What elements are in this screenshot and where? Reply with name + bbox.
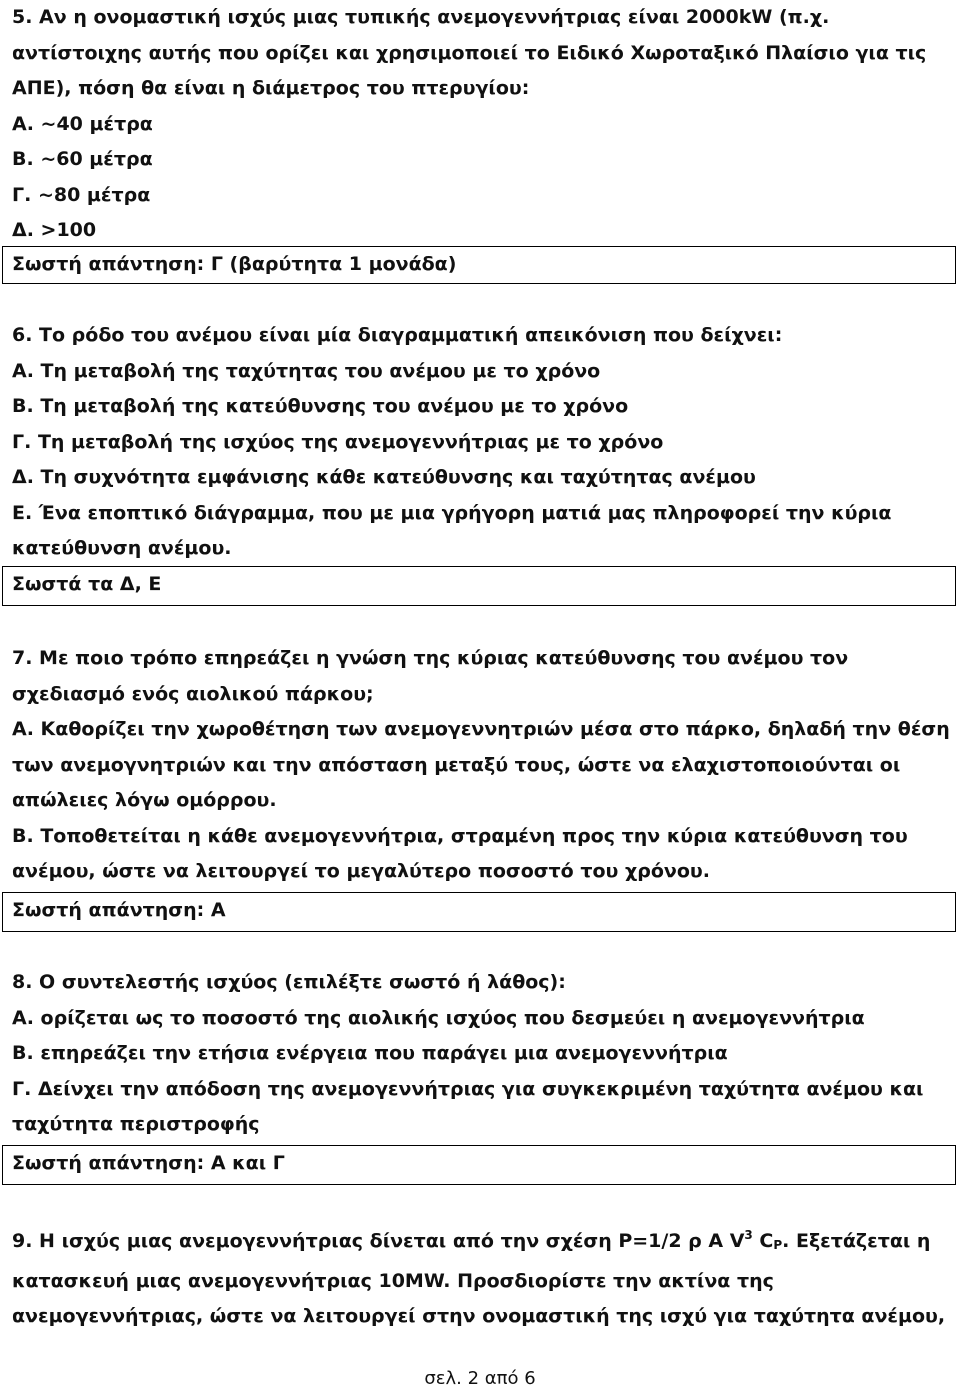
question-6-option: κατεύθυνση ανέμου. bbox=[12, 537, 232, 559]
question-5-option: Δ. >100 bbox=[12, 219, 97, 241]
question-9-line: κατασκευή μιας ανεμογεννήτριας 10MW. Προσδιορίστε την ακτίνα της bbox=[12, 1269, 774, 1292]
question-9-formula-text: 9. Η ισχύς μιας ανεμογεννήτριας δίνεται από την σχέση P=1/2 ρ A V bbox=[12, 1230, 745, 1252]
question-8-option: ταχύτητα περιστροφής bbox=[12, 1113, 260, 1135]
exponent: 3 bbox=[744, 1228, 753, 1242]
question-5-option: Α. ~40 μέτρα bbox=[12, 112, 153, 135]
question-5-option: Γ. ~80 μέτρα bbox=[12, 183, 151, 206]
question-8-option: Β. επηρεάζει την ετήσια ενέργεια που παράγει μια ανεμογεννήτρια bbox=[12, 1042, 728, 1064]
question-8-answer: Σωστή απάντηση: Α και Γ bbox=[2, 1145, 956, 1185]
question-5-line: ΑΠΕ), πόση θα είναι η διάμετρος του πτερυγίου: bbox=[12, 77, 530, 99]
question-6-option: Α. Τη μεταβολή της ταχύτητας του ανέμου με το χρόνο bbox=[12, 359, 601, 382]
question-7-option: Β. Τοποθετείται η κάθε ανεμογεννήτρια, στραμένη προς την κύρια κατεύθυνση του bbox=[12, 824, 908, 847]
question-9 bbox=[12, 1218, 948, 1335]
subscript: P bbox=[773, 1238, 783, 1252]
question-7-line: σχεδιασμό ενός αιολικού πάρκου; bbox=[12, 682, 374, 705]
question-7-option: ανέμου, ώστε να λειτουργεί το μεγαλύτερο ποσοστό του χρόνου. bbox=[12, 860, 710, 882]
page-number: σελ. 2 από 6 bbox=[424, 1368, 536, 1389]
question-6-option: Β. Τη μεταβολή της κατεύθυνσης του ανέμου με το χρόνο bbox=[12, 395, 629, 417]
question-7-line: 7. Με ποιο τρόπο επηρεάζει η γνώση της κύριας κατεύθυνσης του ανέμου τον bbox=[12, 647, 849, 669]
question-6-option: Γ. Τη μεταβολή της ισχύος της ανεμογεννήτριας με το χρόνο bbox=[12, 430, 664, 453]
question-6 bbox=[12, 318, 948, 567]
question-7 bbox=[12, 641, 948, 890]
question-5 bbox=[12, 0, 948, 249]
question-6-option: Δ. Τη συχνότητα εμφάνισης κάθε κατεύθυνσης και ταχύτητας ανέμου bbox=[12, 466, 756, 488]
question-8-option: Α. ορίζεται ως το ποσοστό της αιολικής ισχύος που δεσμεύει η ανεμογεννήτρια bbox=[12, 1006, 865, 1029]
question-6-option: Ε. Ένα εποπτικό διάγραμμα, που με μια γρήγορη ματιά μας πληροφορεί την κύρια bbox=[12, 501, 892, 524]
question-5-option: Β. ~60 μέτρα bbox=[12, 148, 153, 170]
question-5-answer: Σωστή απάντηση: Γ (βαρύτητα 1 μονάδα) bbox=[2, 246, 956, 284]
question-9-line: ανεμογεννήτριας, ώστε να λειτουργεί στην ονομαστική της ισχύ για ταχύτητα ανέμου, bbox=[12, 1305, 946, 1327]
question-7-answer: Σωστή απάντηση: Α bbox=[2, 892, 956, 932]
question-7-option: των ανεμογνητριών και την απόσταση μεταξύ τους, ώστε να ελαχιστοποιούνται οι bbox=[12, 753, 901, 776]
question-9-line bbox=[12, 1218, 948, 1264]
question-7-option: Α. Καθορίζει την χωροθέτηση των ανεμογεννητριών μέσα στο πάρκο, δηλαδή την θέση bbox=[12, 718, 950, 740]
question-7-option: απώλειες λόγω ομόρρου. bbox=[12, 789, 277, 811]
question-8-line: 8. Ο συντελεστής ισχύος (επιλέξτε σωστό ή λάθος): bbox=[12, 971, 566, 993]
question-6-answer: Σωστά τα Δ, Ε bbox=[2, 566, 956, 606]
question-8 bbox=[12, 965, 948, 1143]
power-coefficient-symbol: C bbox=[752, 1230, 774, 1252]
question-8-option: Γ. Δείνχει την απόδοση της ανεμογεννήτριας για συγκεκριμένη ταχύτητα ανέμου και bbox=[12, 1077, 924, 1100]
question-5-line: αντίστοιχης αυτής που ορίζει και χρησιμοποιεί το Ειδικό Χωροταξικό Πλαίσιο για τις bbox=[12, 41, 927, 64]
question-6-line: 6. Το ρόδο του ανέμου είναι μία διαγραμματική απεικόνιση που δείχνει: bbox=[12, 324, 783, 346]
question-9-text-end: . Εξετάζεται η bbox=[782, 1230, 931, 1252]
question-5-line: 5. Αν η ονομαστική ισχύς μιας τυπικής ανεμογεννήτριας είναι 2000kW (π.χ. bbox=[12, 6, 830, 28]
